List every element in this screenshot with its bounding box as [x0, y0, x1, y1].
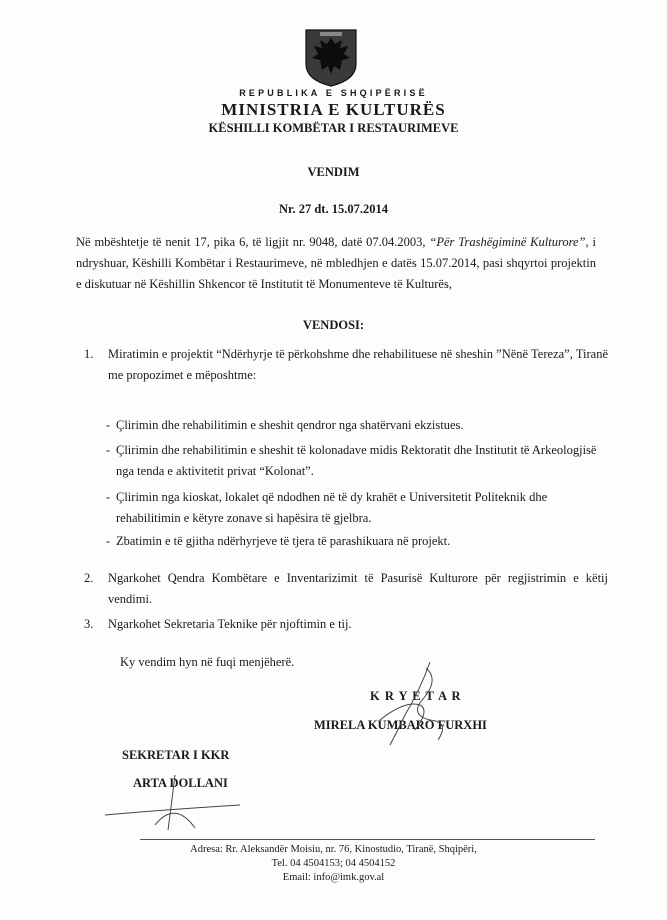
intro-paragraph: [76, 232, 596, 295]
footer-email: Email: info@imk.gov.al: [282, 872, 385, 883]
dash-bullet: -: [106, 490, 111, 504]
item-text: Ngarkohet Qendra Kombëtare e Inventarizimit të Pasurisë Kulturore për regjistrimin e këtij vendimi.: [108, 571, 608, 606]
sub-item-text: Zbatimin e të gjitha ndërhyrjeve të tjera të parashikuara në projekt.: [116, 534, 451, 548]
sub-item-text: Çlirimin nga kioskat, lokalet që ndodhen në të dy krahët e Universitetit Politeknik dhe rehabilitimin e këtyre zonave si hapësira të gjelbra.: [116, 490, 548, 525]
decision-number: Nr. 27 dt. 15.07.2014: [279, 202, 388, 216]
sub-item-2: [106, 440, 626, 484]
decision-item-1: [84, 344, 614, 388]
decides-heading: VENDOSI:: [302, 318, 365, 332]
effect-statement: Ky vendim hyn në fuqi menjëherë.: [120, 655, 295, 669]
dash-bullet: -: [106, 418, 111, 432]
item-text: Miratimin e projektit “Ndërhyrje të përkohshme dhe rehabilituese në sheshin ”Nënë Tereza”, Tiranë me propozimet e mëposhtme:: [108, 347, 608, 382]
decision-item-2: [84, 568, 614, 612]
chair-role: K R Y E T A R: [370, 689, 462, 703]
chair-signature: [360, 660, 470, 750]
footer-address: Adresa: Rr. Aleksandër Moisiu, nr. 76, Kinostudio, Tiranë, Shqipëri,: [190, 844, 477, 855]
item-number: 1.: [84, 347, 94, 361]
document-title: VENDIM: [307, 165, 360, 179]
chair-name: MIRELA KUMBARO FURXHI: [314, 718, 487, 732]
decision-item-3: [84, 614, 614, 636]
item-text: Ngarkohet Sekretaria Teknike për njoftimin e tij.: [108, 617, 352, 631]
dash-bullet: -: [106, 534, 111, 548]
intro-part2: , i ndryshuar, Këshilli Kombëtar i Restaurimeve, në mbledhjen e datës 15.07.2014, pasi shqyrtoi projektin e diskutuar në Këshillin Shkencor të Institutit të Monumenteve të Kulturës,: [76, 235, 596, 291]
item-number: 2.: [84, 571, 94, 585]
ministry-heading: MINISTRIA E KULTURËS: [221, 100, 446, 119]
sub-item-1: [106, 415, 626, 437]
secretary-signature: [100, 770, 250, 840]
secretary-name: ARTA DOLLANI: [133, 776, 228, 790]
secretary-role: SEKRETAR I KKR: [122, 748, 230, 762]
sub-item-text: Çlirimin dhe rehabilitimin e sheshit qendror nga shatërvani ekzistues.: [116, 418, 464, 432]
republic-heading: REPUBLIKA E SHQIPËRISË: [239, 88, 428, 98]
sub-item-4: [106, 531, 626, 553]
dash-bullet: -: [106, 443, 111, 457]
footer-phone: Tel. 04 4504153; 04 4504152: [271, 858, 396, 869]
sub-item-text: Çlirimin dhe rehabilitimin e sheshit të kolonadave midis Rektoratit dhe Institutit të Arkeologjisë nga tenda e aktivitetit privat “Kolonat”.: [116, 443, 597, 478]
law-title: “Për Trashëgiminë Kulturore”: [429, 235, 586, 249]
intro-part1: Në mbështetje të nenit 17, pika 6, të ligjit nr. 9048, datë 07.04.2003,: [76, 235, 430, 249]
sub-item-3: [106, 487, 626, 531]
albania-coat-of-arms-emblem: [302, 28, 360, 88]
footer-divider: [140, 839, 595, 840]
council-heading: KËSHILLI KOMBËTAR I RESTAURIMEVE: [208, 121, 459, 135]
item-number: 3.: [84, 617, 94, 631]
